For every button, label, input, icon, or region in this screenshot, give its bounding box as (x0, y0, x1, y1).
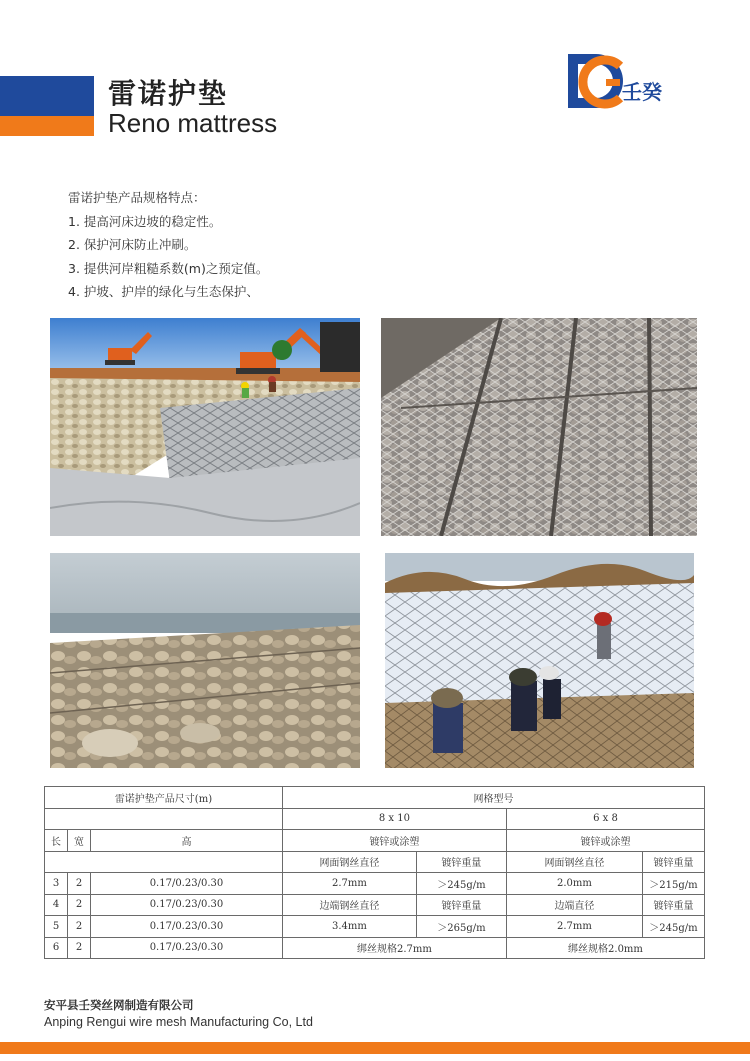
table-cell: 绑丝规格2.7mm (282, 937, 506, 959)
feature-item: 3. 提供河岸粗糙系数(m)之预定值。 (68, 260, 269, 276)
col-length: 长 (45, 830, 68, 852)
table-cell: 6 (45, 937, 68, 959)
table-cell: 边端钢丝直径 (282, 894, 416, 916)
sub-a2: 镀锌重量 (416, 851, 506, 873)
coating-a: 镀锌或涂塑 (282, 830, 506, 852)
photo-excavator-site (50, 318, 360, 536)
header-size: 雷诺护垫产品尺寸(m) (45, 787, 283, 809)
mesh-type-b: 6 x 8 (506, 808, 704, 830)
table-cell: 0.17/0.23/0.30 (91, 937, 283, 959)
sub-b1: 网面钢丝直径 (506, 851, 642, 873)
feature-item: 1. 提高河床边坡的稳定性。 (68, 213, 222, 229)
table-cell: 4 (45, 894, 68, 916)
table-cell: 绑丝规格2.0mm (506, 937, 704, 959)
photo-workers-assembly (385, 553, 694, 768)
header-band-blue (0, 76, 94, 116)
feature-item: 4. 护坡、护岸的绿化与生态保护、 (68, 284, 259, 299)
col-width: 宽 (68, 830, 91, 852)
table-row (45, 894, 705, 916)
company-name-cn: 安平县壬癸丝网制造有限公司 (44, 998, 194, 1012)
table-row (45, 851, 705, 873)
feature-item: 2. 保护河床防止冲刷。 (68, 237, 197, 252)
table-cell: 2.7mm (282, 873, 416, 895)
page-title-en: Reno mattress (108, 108, 278, 138)
coating-b: 镀锌或涂塑 (506, 830, 704, 852)
table-cell: ＞265g/m (416, 916, 506, 938)
table-row (45, 830, 705, 852)
logo-text: 壬癸 (622, 80, 662, 104)
table-cell: 边端直径 (506, 894, 642, 916)
table-row (45, 873, 705, 895)
table-cell (45, 851, 283, 873)
page-title-cn: 雷诺护垫 (108, 77, 229, 110)
table-cell: 2.7mm (506, 916, 642, 938)
table-cell: 5 (45, 916, 68, 938)
table-row (45, 787, 705, 809)
table-cell: ＞215g/m (642, 873, 704, 895)
table-cell: 0.17/0.23/0.30 (91, 873, 283, 895)
table-cell: 2 (68, 873, 91, 895)
table-cell: 2 (68, 894, 91, 916)
footer-bar (0, 1042, 750, 1054)
sub-a1: 网面钢丝直径 (282, 851, 416, 873)
table-cell: 2.0mm (506, 873, 642, 895)
table-cell: 2 (68, 916, 91, 938)
table-cell: 3 (45, 873, 68, 895)
table-cell: ＞245g/m (416, 873, 506, 895)
table-cell: 3.4mm (282, 916, 416, 938)
table-cell: 0.17/0.23/0.30 (91, 916, 283, 938)
table-cell: 镀锌重量 (416, 894, 506, 916)
header-band-orange (0, 116, 94, 136)
feature-heading: 雷诺护垫产品规格特点： (68, 190, 206, 205)
company-name-en: Anping Rengui wire mesh Manufacturing Co, Ltd (44, 1015, 313, 1029)
table-row (45, 916, 705, 938)
table-cell (45, 808, 283, 830)
header-mesh: 网格型号 (282, 787, 704, 809)
mesh-type-a: 8 x 10 (282, 808, 506, 830)
table-cell: 0.17/0.23/0.30 (91, 894, 283, 916)
photo-mattress-slope (381, 318, 697, 536)
feature-list (68, 186, 268, 304)
table-cell: 镀锌重量 (642, 894, 704, 916)
col-height: 高 (91, 830, 283, 852)
spec-table (44, 786, 705, 959)
table-row (45, 808, 705, 830)
table-cell: 2 (68, 937, 91, 959)
table-row (45, 937, 705, 959)
table-cell: ＞245g/m (642, 916, 704, 938)
photo-shoreline (50, 553, 360, 768)
sub-b2: 镀锌重量 (642, 851, 704, 873)
